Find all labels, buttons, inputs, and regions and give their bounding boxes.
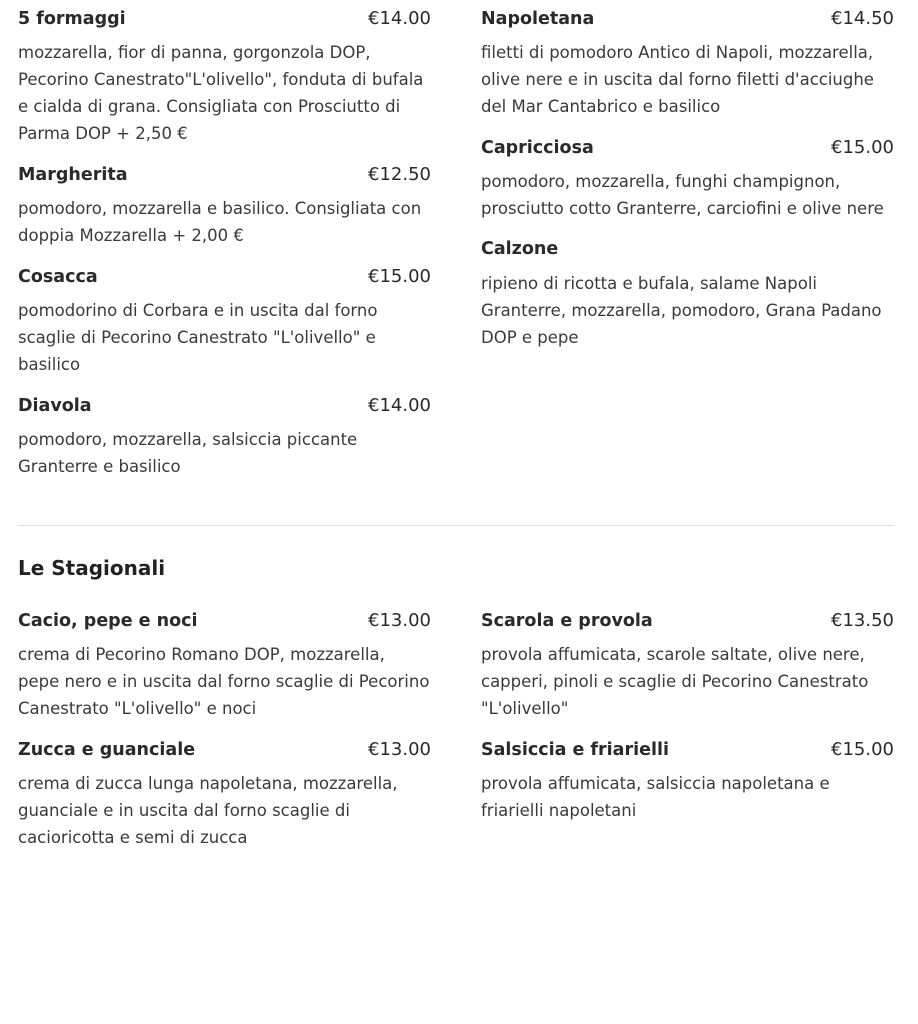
- menu-item-price: €13.00: [368, 739, 431, 760]
- menu-grid-stagionali: [18, 610, 894, 868]
- menu-item-price: €12.50: [368, 164, 431, 185]
- menu-item-name: Diavola: [18, 396, 92, 416]
- menu-item-name: Salsiccia e friarielli: [481, 740, 669, 760]
- menu-column-left: [18, 8, 431, 497]
- menu-item[interactable]: [481, 739, 894, 824]
- menu-item[interactable]: [481, 137, 894, 222]
- menu-item-price: €14.00: [368, 8, 431, 29]
- menu-item-name: Margherita: [18, 165, 128, 185]
- menu-item-price: €13.50: [831, 610, 894, 631]
- menu-item[interactable]: [18, 266, 431, 378]
- menu-item[interactable]: [18, 8, 431, 147]
- menu-item-description: pomodorino di Corbara e in uscita dal forno scaglie di Pecorino Canestrato "L'olivello" e basilico: [18, 301, 378, 374]
- menu-item-description: crema di Pecorino Romano DOP, mozzarella, pepe nero e in uscita dal forno scaglie di Pecorino Canestrato "L'olivello" e noci: [18, 645, 430, 718]
- menu-item-header: [481, 739, 894, 761]
- menu-column-left: [18, 610, 431, 868]
- menu-item-header: [18, 164, 431, 186]
- menu-item-description: pomodoro, mozzarella, funghi champignon, prosciutto cotto Granterre, carciofini e olive nere: [481, 172, 884, 218]
- menu-item-header: [18, 395, 431, 417]
- menu-item-name: Zucca e guanciale: [18, 740, 196, 760]
- menu-item-price: €14.50: [831, 8, 894, 29]
- menu-item-header: [18, 8, 431, 30]
- menu-item-header: [481, 137, 894, 159]
- menu-column-right: [481, 8, 894, 497]
- menu-item-name: Scarola e provola: [481, 611, 653, 631]
- menu-item-price: €15.00: [831, 137, 894, 158]
- menu-item-header: [481, 239, 894, 261]
- menu-grid-classiche: [18, 0, 894, 497]
- menu-item-price: €13.00: [368, 610, 431, 631]
- menu-item-description: ripieno di ricotta e bufala, salame Napoli Granterre, mozzarella, pomodoro, Grana Padano DOP e pepe: [481, 274, 882, 347]
- menu-item-description: pomodoro, mozzarella e basilico. Consigliata con doppia Mozzarella + 2,00 €: [18, 199, 422, 245]
- menu-item-header: [481, 8, 894, 30]
- menu-item[interactable]: [481, 8, 894, 120]
- menu-item-price: €15.00: [831, 739, 894, 760]
- menu-item[interactable]: [18, 395, 431, 480]
- menu-column-right: [481, 610, 894, 868]
- menu-item-description: provola affumicata, salsiccia napoletana e friarielli napoletani: [481, 774, 830, 820]
- menu-item[interactable]: [481, 610, 894, 722]
- menu-item-description: pomodoro, mozzarella, salsiccia piccante Granterre e basilico: [18, 430, 358, 476]
- menu-item[interactable]: [18, 164, 431, 249]
- menu-item-name: Cacio, pepe e noci: [18, 611, 198, 631]
- menu-item-price: €14.00: [368, 395, 431, 416]
- menu-item-header: [18, 266, 431, 288]
- section-title: Le Stagionali: [18, 556, 166, 580]
- menu-item-name: Calzone: [481, 239, 559, 259]
- menu-item-name: Capricciosa: [481, 138, 594, 158]
- menu-item-name: Napoletana: [481, 9, 595, 29]
- menu-item-price: €15.00: [368, 266, 431, 287]
- menu-item-name: Cosacca: [18, 267, 98, 287]
- menu-item-description: provola affumicata, scarole saltate, olive nere, capperi, pinoli e scaglie di Pecorino Canestrato "L'olivello": [481, 645, 869, 718]
- menu-item[interactable]: [481, 239, 894, 351]
- menu-item-name: 5 formaggi: [18, 9, 126, 29]
- menu-item[interactable]: [18, 610, 431, 722]
- menu-item-header: [18, 739, 431, 761]
- menu-item-header: [18, 610, 431, 632]
- menu-item[interactable]: [18, 739, 431, 851]
- menu-item-description: mozzarella, fior di panna, gorgonzola DOP, Pecorino Canestrato"L'olivello", fonduta di bufala e cialda di grana. Consigliata con Prosciutto di Parma DOP + 2,50 €: [18, 43, 424, 143]
- menu-item-description: crema di zucca lunga napoletana, mozzarella, guanciale e in uscita dal forno scaglie di cacioricotta e semi di zucca: [18, 774, 398, 847]
- menu-item-header: [481, 610, 894, 632]
- menu-item-description: filetti di pomodoro Antico di Napoli, mozzarella, olive nere e in uscita dal forno filetti d'acciughe del Mar Cantabrico e basilico: [481, 43, 874, 116]
